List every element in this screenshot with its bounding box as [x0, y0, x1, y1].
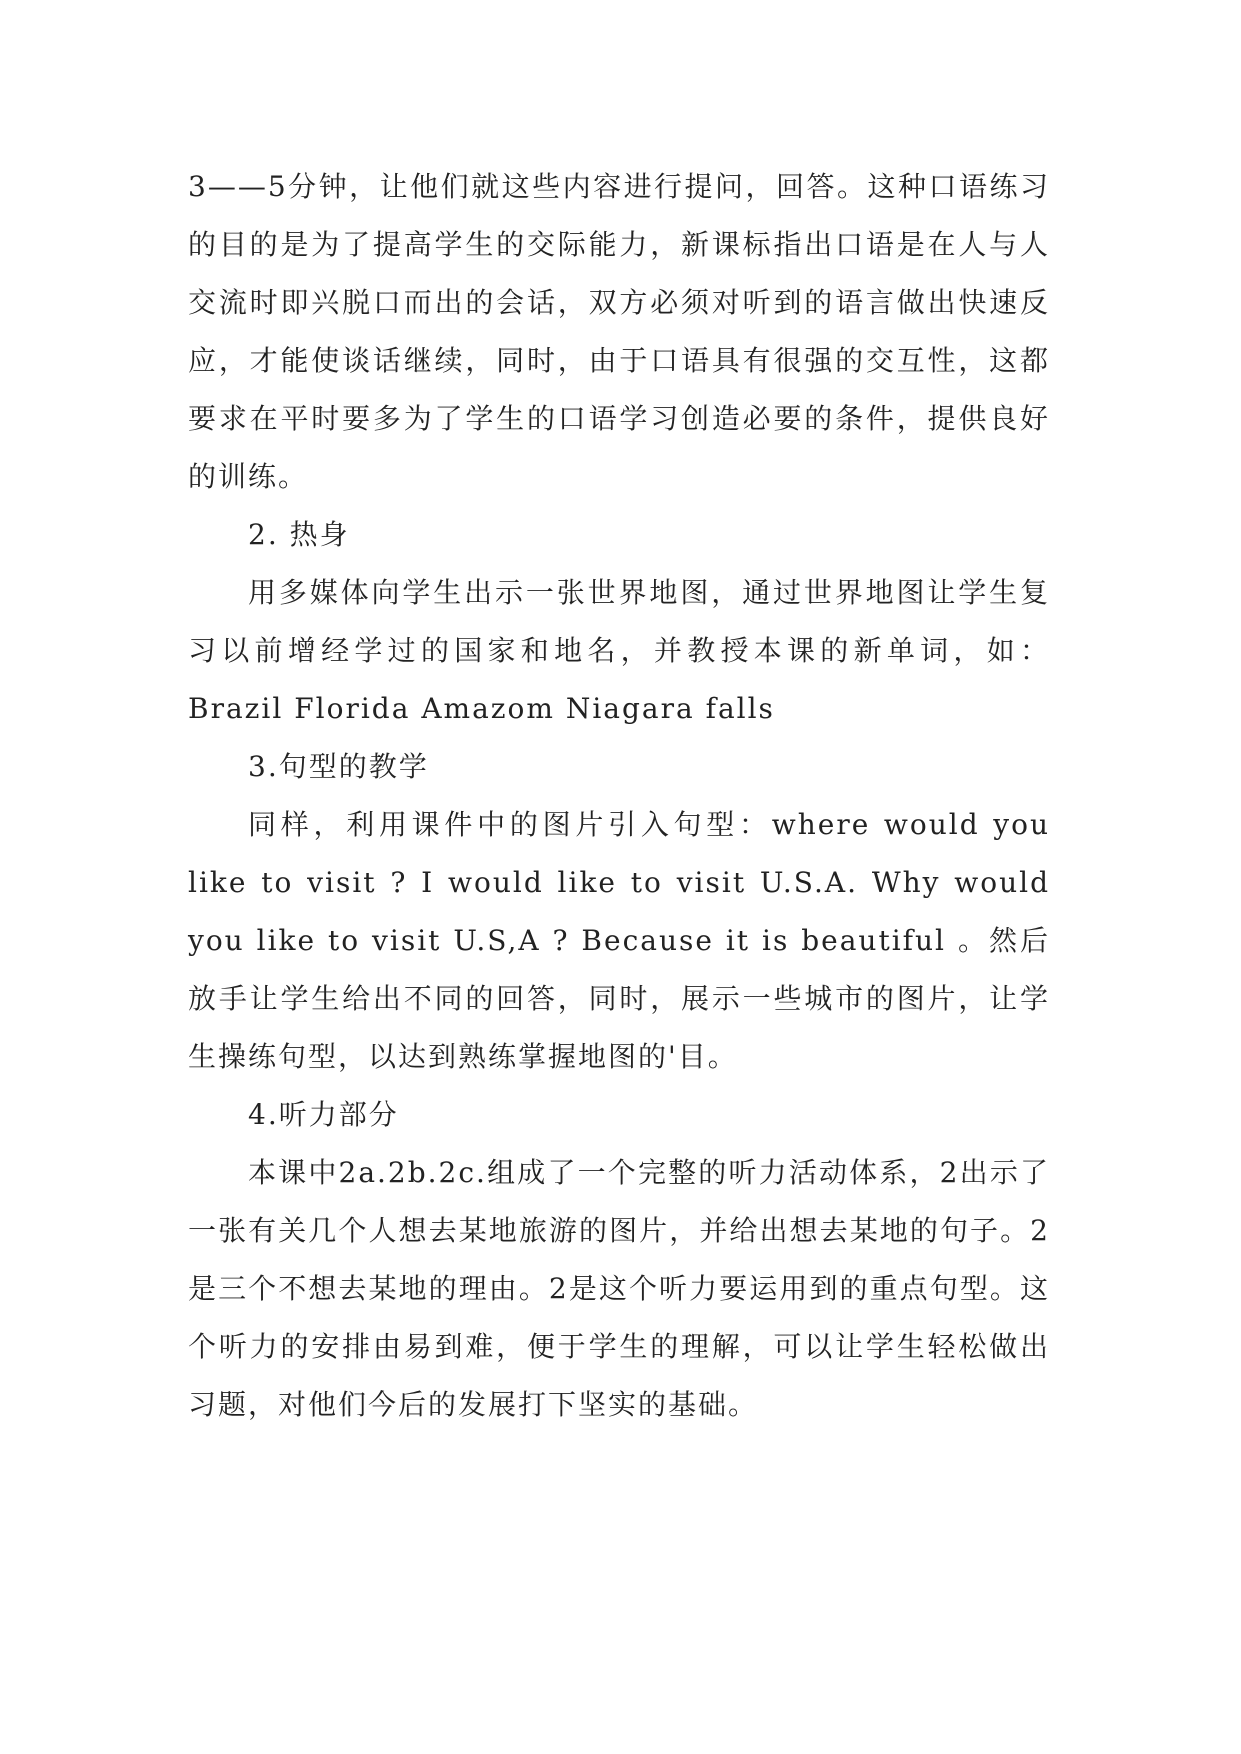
section-heading-sentence-patterns: 3.句型的教学	[248, 750, 429, 783]
paragraph-intro: 3——5分钟，让他们就这些内容进行提问，回答。这种口语练习的目的是为了提高学生的交际能力，新课标指出口语是在人与人交流时即兴脱口而出的会话，双方必须对听到的语言做出快速反应，才能使谈话继续，同时，由于口语具有很强的交互性，这都要求在平时要多为了学生的口语学习创造必要的条件，提供良好的训练。	[188, 170, 1050, 493]
paragraph-listening: 本课中2a.2b.2c.组成了一个完整的听力活动体系，2出示了一张有关几个人想去某地旅游的图片，并给出想去某地的句子。2是三个不想去某地的理由。2是这个听力要运用到的重点句型。这个听力的安排由易到难，便于学生的理解，可以让学生轻松做出习题，对他们今后的发展打下坚实的基础。	[188, 1156, 1050, 1421]
section-heading-listening: 4.听力部分	[248, 1098, 399, 1131]
paragraph-warmup: 用多媒体向学生出示一张世界地图，通过世界地图让学生复习以前增经学过的国家和地名，并教授本课的新单词，如：Brazil Florida Amazom Niagara falls	[188, 576, 1050, 725]
section-heading-warmup: 2. 热身	[248, 518, 350, 551]
document-body	[188, 158, 1050, 1434]
paragraph-sentence-patterns: 同样，利用课件中的图片引入句型：where would you like to visit ? I would like to visit U.S.A. Why would you like to visit U.S,A ? Because it is beautiful 。然后放手让学生给出不同的回答，同时，展示一些城市的图片，让学生操练句型，以达到熟练掌握地图的'目。	[188, 808, 1050, 1073]
